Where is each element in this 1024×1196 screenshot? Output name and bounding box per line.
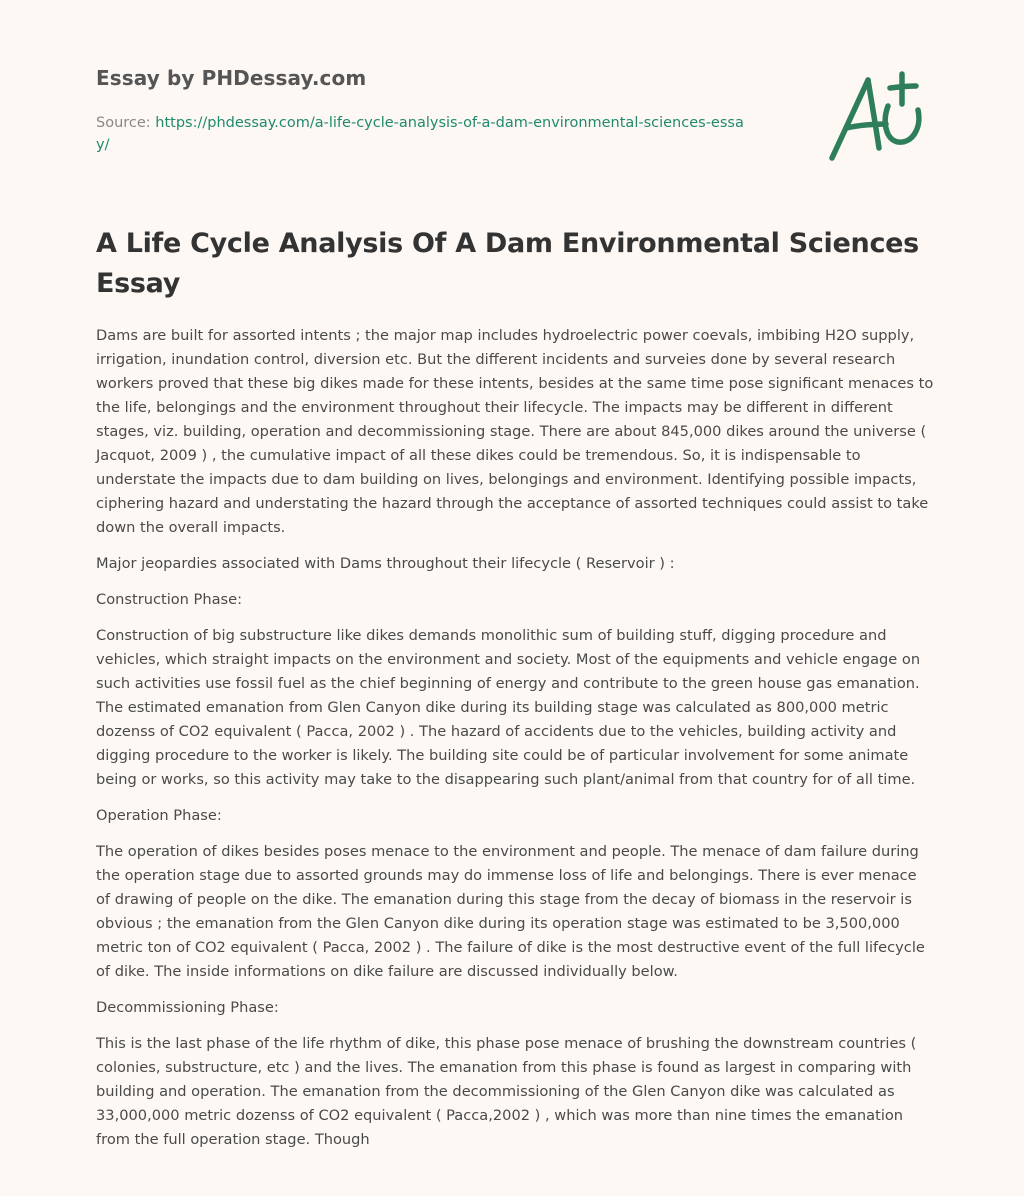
source-line xyxy=(96,112,756,156)
source-link[interactable]: https://phdessay.com/a-life-cycle-analysis-of-a-dam-environmental-sciences-essay/ xyxy=(96,115,744,153)
source-label: Source: xyxy=(96,115,156,131)
paragraph-hazards-heading: Major jeopardies associated with Dams throughout their lifecycle ( Reservoir ) : xyxy=(96,555,675,572)
site-brand: Essay by PHDessay.com xyxy=(96,66,367,90)
paragraph-construction: Construction of big substructure like dikes demands monolithic sum of building stuff, digging procedure and vehicles, which straight impacts on the environment and society. Most of the equipments and vehicle engage on such activities use fossil fuel as the chief beginning of energy and contribute to the green house gas emanation. The estimated emanation from Glen Canyon dike during its building stage was calculated as 800,000 metric dozenss of CO2 equivalent ( Pacca, 2002 ) . The hazard of accidents due to the vehicles, building activity and digging procedure to the worker is likely. The building site could be of particular involvement for some animate being or works, so this activity may take to the disappearing such plant/animal from that country for of all time. xyxy=(96,627,921,788)
paragraph-intro: Dams are built for assorted intents ; the major map includes hydroelectric power coevals, imbibing H2O supply, irrigation, inundation control, diversion etc. But the different incidents and surveies done by several research workers proved that these big dikes made for these intents, besides at the same time pose significant menaces to the life, belongings and the environment throughout their lifecycle. The impacts may be different in different stages, viz. building, operation and decommissioning stage. There are about 845,000 dikes around the universe ( Jacquot, 2009 ) , the cumulative impact of all these dikes could be tremendous. So, it is indispensable to understate the impacts due to dam building on lives, belongings and environment. Identifying possible impacts, ciphering hazard and understating the hazard through the acceptance of assorted techniques could assist to take down the overall impacts. xyxy=(96,327,934,536)
essay-body xyxy=(96,324,934,1164)
heading-construction-phase: Construction Phase: xyxy=(96,591,243,608)
heading-operation-phase: Operation Phase: xyxy=(96,807,222,824)
heading-decommissioning-phase: Decommissioning Phase: xyxy=(96,999,279,1016)
paragraph-operation: The operation of dikes besides poses menace to the environment and people. The menace of dam failure during the operation stage due to assorted grounds may do immense loss of life and belongings. There is ever menace of drawing of people on the dike. The emanation during this stage from the decay of biomass in the reservoir is obvious ; the emanation from the Glen Canyon dike during its operation stage was estimated to be 3,500,000 metric ton of CO2 equivalent ( Pacca, 2002 ) . The failure of dike is the most destructive event of the full lifecycle of dike. The inside informations on dike failure are discussed individually below. xyxy=(96,843,925,980)
essay-title: A Life Cycle Analysis Of A Dam Environmental Sciences Essay xyxy=(96,228,919,299)
a-plus-logo-icon xyxy=(826,70,926,165)
paragraph-decommissioning: This is the last phase of the life rhythm of dike, this phase pose menace of brushing the downstream countries ( colonies, substructure, etc ) and the lives. The emanation from this phase is found as largest in comparing with building and operation. The emanation from the decommissioning of the Glen Canyon dike was calculated as 33,000,000 metric dozenss of CO2 equivalent ( Pacca,2002 ) , which was more than nine times the emanation from the full operation stage. Though xyxy=(96,1035,917,1148)
